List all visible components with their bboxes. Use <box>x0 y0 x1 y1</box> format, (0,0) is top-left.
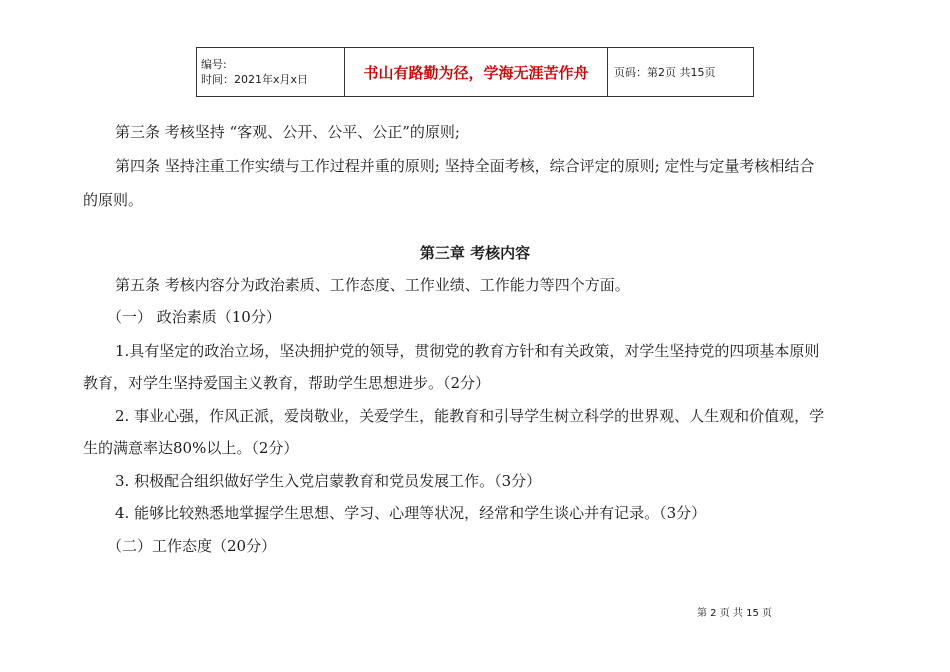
time-label: 时间：2021年x月x日 <box>201 73 309 86</box>
item-1-line1: 1.具有坚定的政治立场，坚决拥护党的领导，贯彻党的教育方针和有关政策，对学生坚持党的四项基本原则 <box>115 342 820 360</box>
page-code: 页码：第2页 共15页 <box>608 48 754 97</box>
article-4-line1: 第四条 坚持注重工作实绩与工作过程并重的原则; 坚持全面考核，综合评定的原则; 定性与定量考核相结合 <box>115 157 815 175</box>
article-4-line2: 的原则。 <box>83 191 144 209</box>
section-1-heading: （一） 政治素质（10分） <box>107 308 281 326</box>
item-1-line2: 教育，对学生坚持爱国主义教育，帮助学生思想进步。（2分） <box>83 374 491 392</box>
header-meta <box>197 48 345 97</box>
page-footer: 第 2 页 共 15 页 <box>697 608 772 619</box>
header-table <box>196 47 754 97</box>
item-2-line1: 2. 事业心强，作风正派，爱岗敬业，关爱学生，能教育和引导学生树立科学的世界观、人生观和价值观，学 <box>115 407 825 425</box>
motto: 书山有路勤为径，学海无涯苦作舟 <box>345 48 608 97</box>
article-3: 第三条 考核坚持 “客观、公开、公平、公正”的原则; <box>115 123 460 141</box>
article-5: 第五条 考核内容分为政治素质、工作态度、工作业绩、工作能力等四个方面。 <box>115 276 630 294</box>
section-2-heading: （二）工作态度（20分） <box>107 537 277 555</box>
chapter-title: 第三章 考核内容 <box>419 244 531 262</box>
item-2-line2: 生的满意率达80%以上。（2分） <box>83 439 299 457</box>
item-4: 4. 能够比较熟悉地掌握学生思想、学习、心理等状况，经常和学生谈心并有记录。（3分） <box>115 504 707 522</box>
item-3: 3. 积极配合组织做好学生入党启蒙教育和党员发展工作。（3分） <box>115 472 542 490</box>
serial-label: 编号: <box>201 58 227 71</box>
